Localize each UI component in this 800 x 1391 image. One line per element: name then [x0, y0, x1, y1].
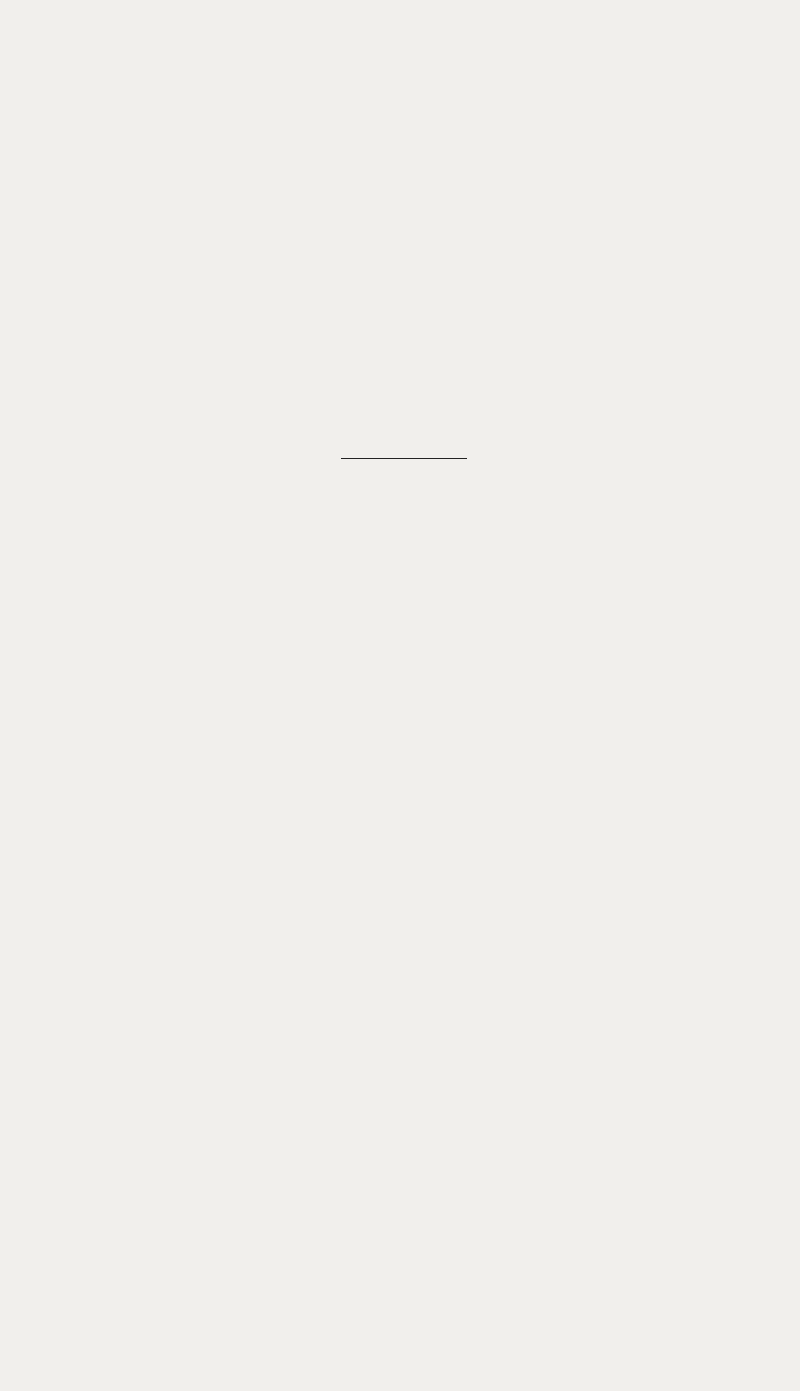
page-header — [62, 64, 782, 86]
section-divider — [341, 458, 467, 459]
